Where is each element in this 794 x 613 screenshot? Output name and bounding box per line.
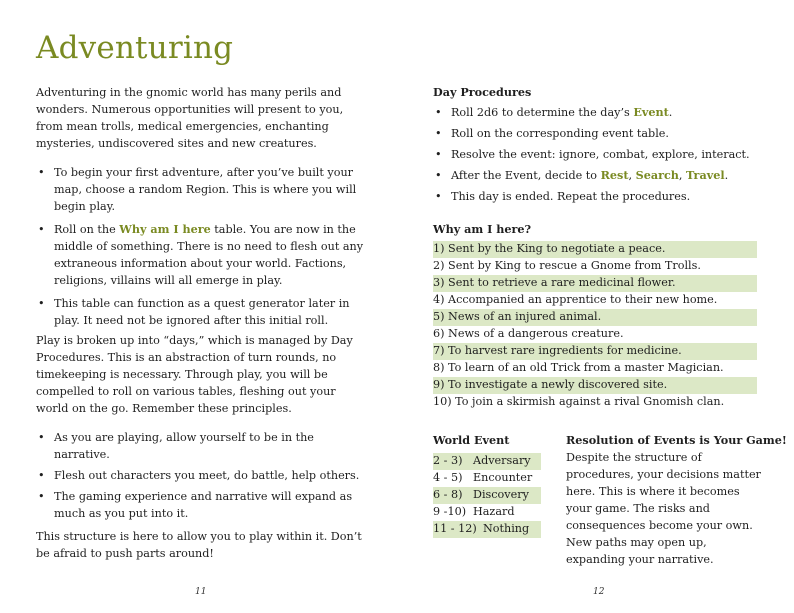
rest-reference: Rest — [600, 168, 629, 182]
list-item: • After the Event, decide to Rest, Search, Travel. — [433, 167, 773, 188]
table-row: 7) To harvest rare ingredients for medicine. — [433, 343, 757, 360]
resolution-heading: Resolution of Events is Your Game! — [566, 433, 787, 447]
table-row: 4) Accompanied an apprentice to their new home. — [433, 293, 718, 306]
why-am-i-here-reference: Why am I here — [119, 222, 211, 236]
table-row: 4 - 5) Encounter — [433, 471, 533, 484]
table-row: 2) Sent by King to rescue a Gnome from Trolls. — [433, 259, 701, 272]
world-event-heading: World Event — [433, 433, 510, 447]
travel-reference: Travel — [686, 168, 725, 182]
intro-paragraph: Adventuring in the gnomic world has many perils and wonders. Numerous opportunities will present to you, from mean trolls, medical emergencies, enchanting mysteries, undiscovered sites and new creatures. — [36, 86, 344, 150]
closing-paragraph: This structure is here to allow you to play within it. Don’t be afraid to push parts around! — [36, 530, 362, 560]
principles-list — [36, 429, 366, 522]
world-event-table — [433, 453, 541, 538]
list-item: • Roll 2d6 to determine the day’s Event. — [433, 104, 773, 125]
table-row: 1) Sent by the King to negotiate a peace. — [433, 241, 757, 258]
day-procedures-heading: Day Procedures — [433, 85, 532, 99]
page-number: 12 — [593, 587, 605, 597]
list-item: • This table can function as a quest generator later in play. It need not be ignored after this initial roll. — [36, 295, 366, 329]
table-row: 9) To investigate a newly discovered site. — [433, 377, 757, 394]
list-item: • Roll on the Why am I here table. You are now in the middle of something. There is no need to flesh out any extraneous information about your world. Factions, religions, villains will all emerge in play. — [36, 221, 366, 289]
list-item: • This day is ended. Repeat the procedures. — [433, 188, 773, 209]
table-row: 6) News of a dangerous creature. — [433, 327, 624, 340]
list-item: • Resolve the event: ignore, combat, explore, interact. — [433, 146, 773, 167]
event-reference: Event — [633, 105, 669, 119]
list-item: • Roll on the corresponding event table. — [433, 125, 773, 146]
why-am-i-here-heading: Why am I here? — [433, 222, 532, 236]
table-row: 6 - 8) Discovery — [433, 487, 541, 504]
day-procedures-list — [433, 104, 773, 209]
resolution-paragraph: Despite the structure of procedures, your decisions matter here. This is where it becomes your game. The risks and consequences become your own. New paths may open up, expanding your narrative. — [566, 451, 761, 566]
list-item: • As you are playing, allow yourself to be in the narrative. — [36, 429, 366, 463]
page-title: Adventuring — [36, 30, 234, 66]
table-row: 10) To join a skirmish against a rival Gnomish clan. — [433, 395, 725, 408]
table-row: 11 - 12) Nothing — [433, 521, 541, 538]
list-item: • Flesh out characters you meet, do battle, help others. — [36, 467, 366, 484]
getting-started-list — [36, 164, 366, 329]
table-row: 9 -10) Hazard — [433, 505, 515, 518]
why-am-i-here-table — [433, 241, 757, 411]
page-number: 11 — [195, 587, 207, 597]
table-row: 8) To learn of an old Trick from a master Magician. — [433, 361, 724, 374]
table-row: 3) Sent to retrieve a rare medicinal flower. — [433, 275, 757, 292]
days-paragraph: Play is broken up into “days,” which is managed by Day Procedures. This is an abstraction of turn rounds, no timekeeping is necessary. Through play, you will be compelled to roll on various tables, fleshing out your world on the go. Remember these principles. — [36, 334, 353, 415]
search-reference: Search — [635, 168, 679, 182]
list-item: • To begin your first adventure, after you’ve built your map, choose a random Region. This is where you will begin play. — [36, 164, 366, 215]
list-item: • The gaming experience and narrative will expand as much as you put into it. — [36, 488, 366, 522]
right-page — [397, 0, 794, 613]
table-row: 2 - 3) Adversary — [433, 453, 541, 470]
table-row: 5) News of an injured animal. — [433, 309, 757, 326]
